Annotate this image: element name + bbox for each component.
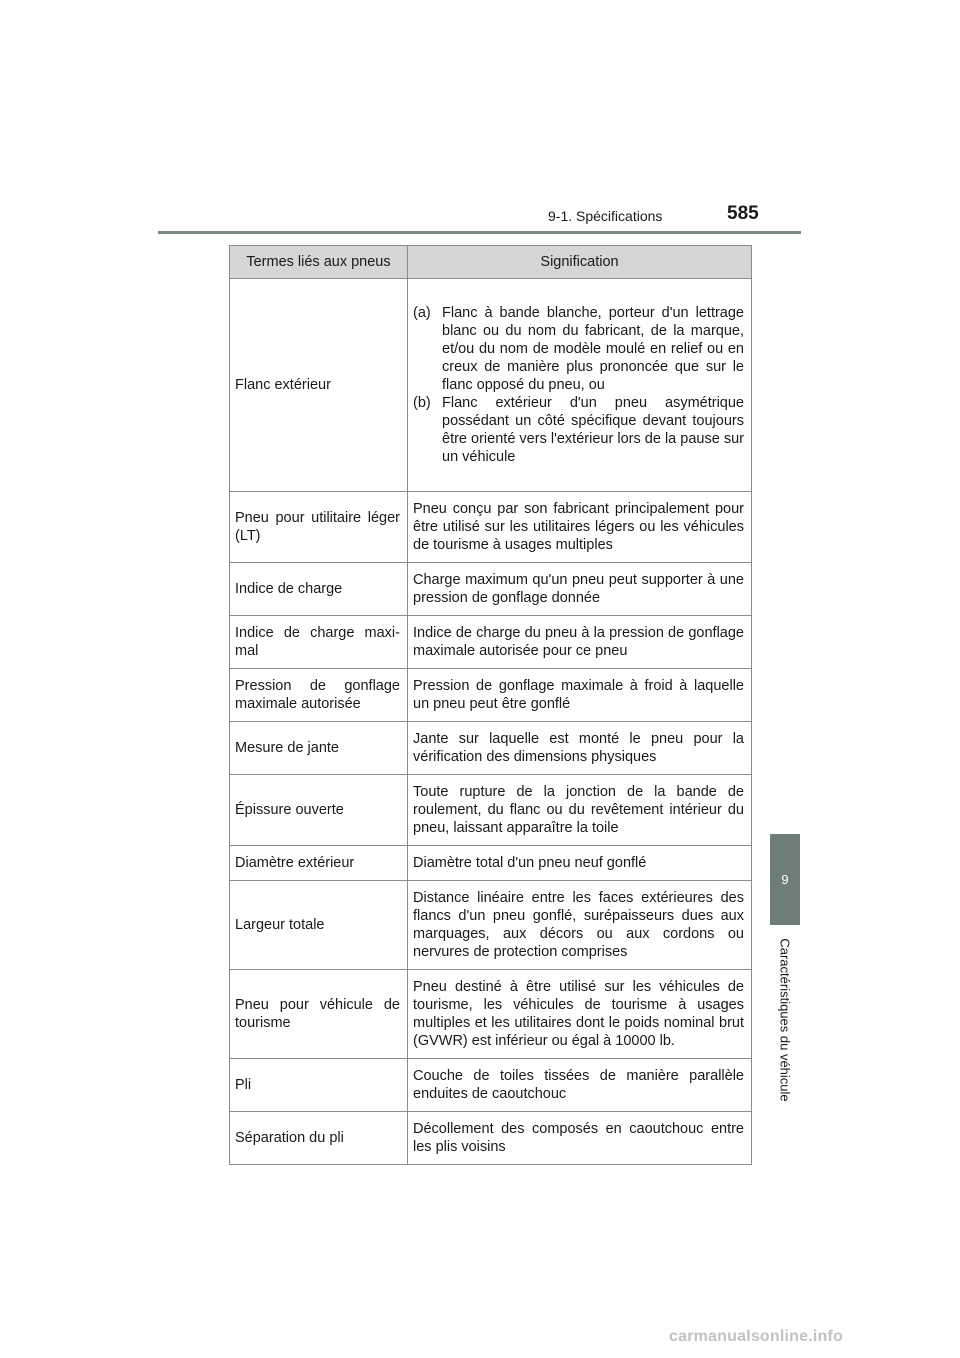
list-marker: (b) [413, 395, 431, 411]
table-row [230, 1059, 752, 1112]
list-text: Flanc extérieur d'un pneu asymétrique possédant un côté spécifique devant toujours être orienté vers l'extérieur lors de la pause sur un véhicule [442, 395, 744, 465]
term-cell: Largeur totale [230, 881, 408, 970]
table-row [230, 492, 752, 563]
header-divider [158, 231, 801, 234]
definition-cell [408, 279, 752, 492]
definition-cell: Couche de toiles tissées de manière parallèle enduites de caoutchouc [408, 1059, 752, 1112]
table-row [230, 722, 752, 775]
definition-cell: Indice de charge du pneu à la pression de gonflage maximale autorisée pour ce pneu [408, 616, 752, 669]
term-cell: Indice de charge maximal [230, 616, 408, 669]
table-row [230, 1112, 752, 1165]
definition-cell: Toute rupture de la jonction de la bande de roulement, du flanc ou du revêtement intérieur du pneu, laissant apparaître la toile [408, 775, 752, 846]
definition-cell: Pression de gonflage maximale à froid à laquelle un pneu peut être gonflé [408, 669, 752, 722]
section-title: 9-1. Spécifications [548, 208, 663, 224]
definition-cell: Décollement des composés en caoutchouc entre les plis voisins [408, 1112, 752, 1165]
table-header-row [230, 246, 752, 279]
term-cell: Pression de gonflage maximale autorisée [230, 669, 408, 722]
definition-cell: Jante sur laquelle est monté le pneu pour la vérification des dimensions physiques [408, 722, 752, 775]
column-header-meaning: Signification [408, 246, 752, 279]
chapter-number: 9 [781, 872, 789, 887]
table-row [230, 616, 752, 669]
definition-cell: Charge maximum qu'un pneu peut supporter à une pression de gonflage donnée [408, 563, 752, 616]
term-cell: Flanc extérieur [230, 279, 408, 492]
table-row [230, 846, 752, 881]
definition-cell: Pneu destiné à être utilisé sur les véhicules de tourisme, les véhicules de tourisme à usages multiples et les utilitaires dont le poids nominal brut (GVWR) est inférieur ou égal à 10000 lb. [408, 970, 752, 1059]
term-cell: Pli [230, 1059, 408, 1112]
tire-terms-table [229, 245, 752, 1165]
definition-cell: Distance linéaire entre les faces extérieures des flancs d'un pneu gonflé, surépaisseurs dues aux marquages, aux décors ou aux cordons ou nervures de protection comprises [408, 881, 752, 970]
watermark: carmanualsonline.info [669, 1328, 844, 1345]
term-cell: Séparation du pli [230, 1112, 408, 1165]
table-row [230, 970, 752, 1059]
definition-cell: Pneu conçu par son fabricant principalement pour être utilisé sur les utilitaires légers ou les véhicules de tourisme à usages multiples [408, 492, 752, 563]
list-text: Flanc à bande blanche, porteur d'un lettrage blanc ou du nom du fabricant, de la marque, et/ou du nom de modèle moulé en relief ou en creux de manière plus prononcée que sur le flanc opposé du pneu, ou [442, 305, 744, 393]
chapter-label: Caractéristiques du véhicule [777, 938, 793, 1102]
column-header-term: Termes liés aux pneus [230, 246, 408, 279]
table-row [230, 881, 752, 970]
definition-cell: Diamètre total d'un pneu neuf gonflé [408, 846, 752, 881]
term-cell: Indice de charge [230, 563, 408, 616]
list-marker: (a) [413, 305, 431, 321]
term-cell: Épissure ouverte [230, 775, 408, 846]
list-item [413, 304, 744, 394]
list-item [413, 394, 744, 466]
term-cell: Pneu pour véhicule de tourisme [230, 970, 408, 1059]
table-row [230, 669, 752, 722]
table-row [230, 775, 752, 846]
chapter-tab [770, 834, 800, 925]
table-row [230, 279, 752, 492]
term-cell: Diamètre extérieur [230, 846, 408, 881]
term-cell: Mesure de jante [230, 722, 408, 775]
table-row [230, 563, 752, 616]
term-cell: Pneu pour utilitaire léger (LT) [230, 492, 408, 563]
page-number: 585 [727, 203, 759, 224]
